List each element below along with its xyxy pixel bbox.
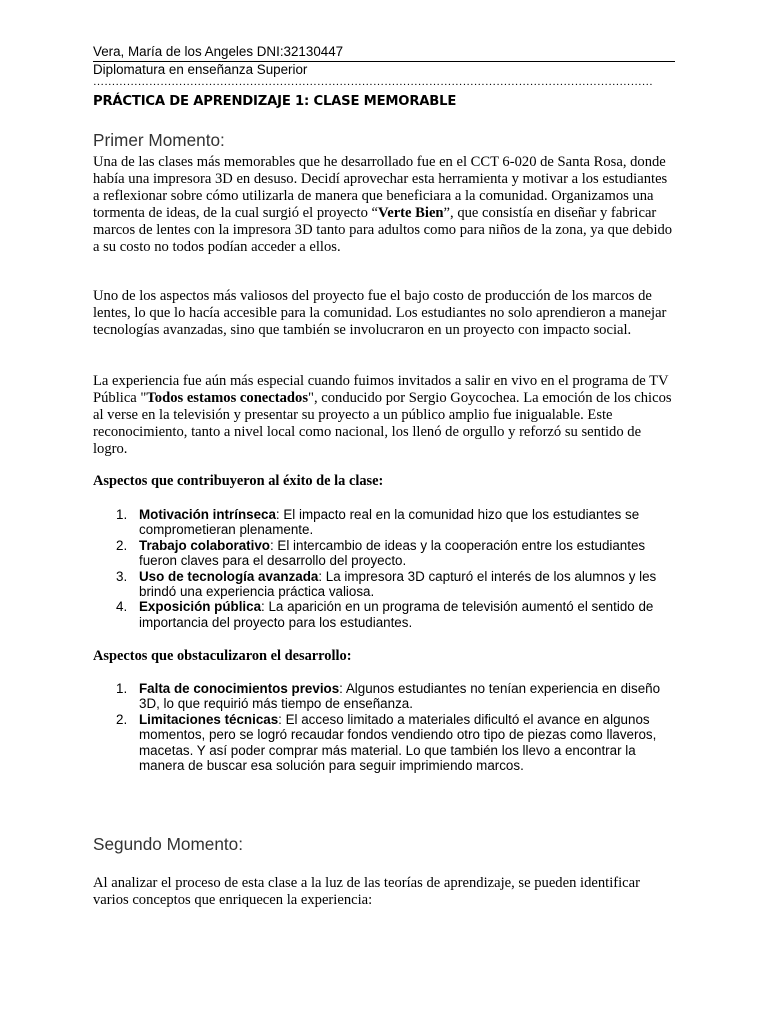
list-exito [93, 507, 675, 630]
paragraph-1 [93, 154, 677, 255]
list-item [93, 681, 675, 712]
header-course: Diplomatura en enseñanza Superior [93, 62, 308, 77]
list-item [93, 599, 675, 630]
paragraph-1-text-a: Una de las clases más memorables que he desarrollado fue en el CCT 6-020 de Santa Rosa, donde había una impresora 3D en desuso. Decidí aprovechar esta herramienta y motivar a los estudiantes a reflexionar sobre cómo utilizarla de manera que beneficiara a la comunidad. Organizamos una tormenta de ideas, de la cual surgió el proyecto “ [93, 154, 668, 221]
list-item [93, 569, 675, 600]
subheading-obstaculos: Aspectos que obstaculizaron el desarrollo: [93, 648, 352, 664]
project-name: Verte Bien [378, 204, 444, 221]
list-obstaculos [93, 681, 675, 773]
list-item-term: Falta de conocimientos previos [139, 681, 340, 696]
dotted-separator: …………………………………………………………………………………………………………………………………… [93, 76, 653, 88]
paragraph-3 [93, 373, 677, 458]
list-item-term: Limitaciones técnicas [139, 711, 279, 727]
header-author: Vera, María de los Angeles DNI:32130447 [93, 44, 675, 62]
list-number: 1. [116, 507, 128, 522]
list-item [93, 538, 675, 569]
paragraph-3-text-b: ", conducido por Sergio Goycochea. La emoción de los chicos al verse en la televisión y presentar su proyecto a un público amplio fue inigualable. Este reconocimiento, tanto a nivel local como nacional, los llenó de orgullo y reforzó su sentido de logro. [93, 389, 672, 457]
subheading-exito: Aspectos que contribuyeron al éxito de la clase: [93, 473, 384, 489]
list-number: 3. [116, 568, 128, 584]
list-item-text: : La aparición en un programa de televisión aumentó el sentido de importancia del proyecto para los estudiantes. [139, 599, 654, 630]
paragraph-1-text-b: ”, que consistía en diseñar y fabricar marcos de lentes con la impresora 3D tanto para adultos como para niños de la zona, ya que debido a su costo no todos podían acceder a ellos. [93, 204, 673, 255]
section-heading-primer-momento: Primer Momento: [93, 130, 225, 150]
list-number: 1. [116, 681, 128, 696]
list-number: 2. [116, 711, 128, 727]
list-item-term: Trabajo colaborativo [139, 537, 270, 553]
list-item-text: : El impacto real en la comunidad hizo que los estudiantes se comprometieran plenamente. [139, 507, 640, 538]
list-item-text: : La impresora 3D capturó el interés de los alumnos y les brindó una experiencia práctica valiosa. [139, 568, 657, 600]
list-item-term: Uso de tecnología avanzada [139, 568, 319, 584]
paragraph-3-text-a: La experiencia fue aún más especial cuando fuimos invitados a salir en vivo en el programa de TV Pública " [93, 373, 669, 406]
paragraph-2: Uno de los aspectos más valiosos del proyecto fue el bajo costo de producción de los marcos de lentes, lo que lo hacía accesible para la comunidad. Los estudiantes no solo aprendieron a manejar tecnologías avanzadas, sino que también se involucraron en un proyecto con impacto social. [93, 288, 667, 338]
tv-program-name: Todos estamos conectados [146, 389, 309, 406]
paragraph-segundo-momento: Al analizar el proceso de esta clase a la luz de las teorías de aprendizaje, se pueden identificar varios conceptos que enriquecen la experiencia: [93, 875, 640, 908]
section-heading-segundo-momento: Segundo Momento: [93, 834, 244, 854]
list-item-term: Motivación intrínseca [139, 507, 276, 522]
list-number: 2. [116, 537, 128, 553]
list-item [93, 712, 675, 774]
list-item-text: : El acceso limitado a materiales dificultó el avance en algunos momentos, pero se logró recaudar fondos vendiendo otro tipo de piezas como llaveros, macetas. Y así poder comprar más material. Lo que también los llevo a encontrar la manera de buscar esa solución para seguir imprimiendo marcos. [139, 711, 657, 774]
list-item-term: Exposición pública [139, 599, 262, 615]
list-item-text: : Algunos estudiantes no tenían experiencia en diseño 3D, lo que requirió más tiempo de enseñanza. [139, 681, 661, 712]
list-item-text: : El intercambio de ideas y la cooperación entre los estudiantes fueron claves para el desarrollo del proyecto. [139, 537, 646, 569]
list-number: 4. [116, 599, 128, 615]
list-item [93, 507, 675, 538]
document-title: PRÁCTICA DE APRENDIZAJE 1: CLASE MEMORABLE [93, 94, 457, 109]
